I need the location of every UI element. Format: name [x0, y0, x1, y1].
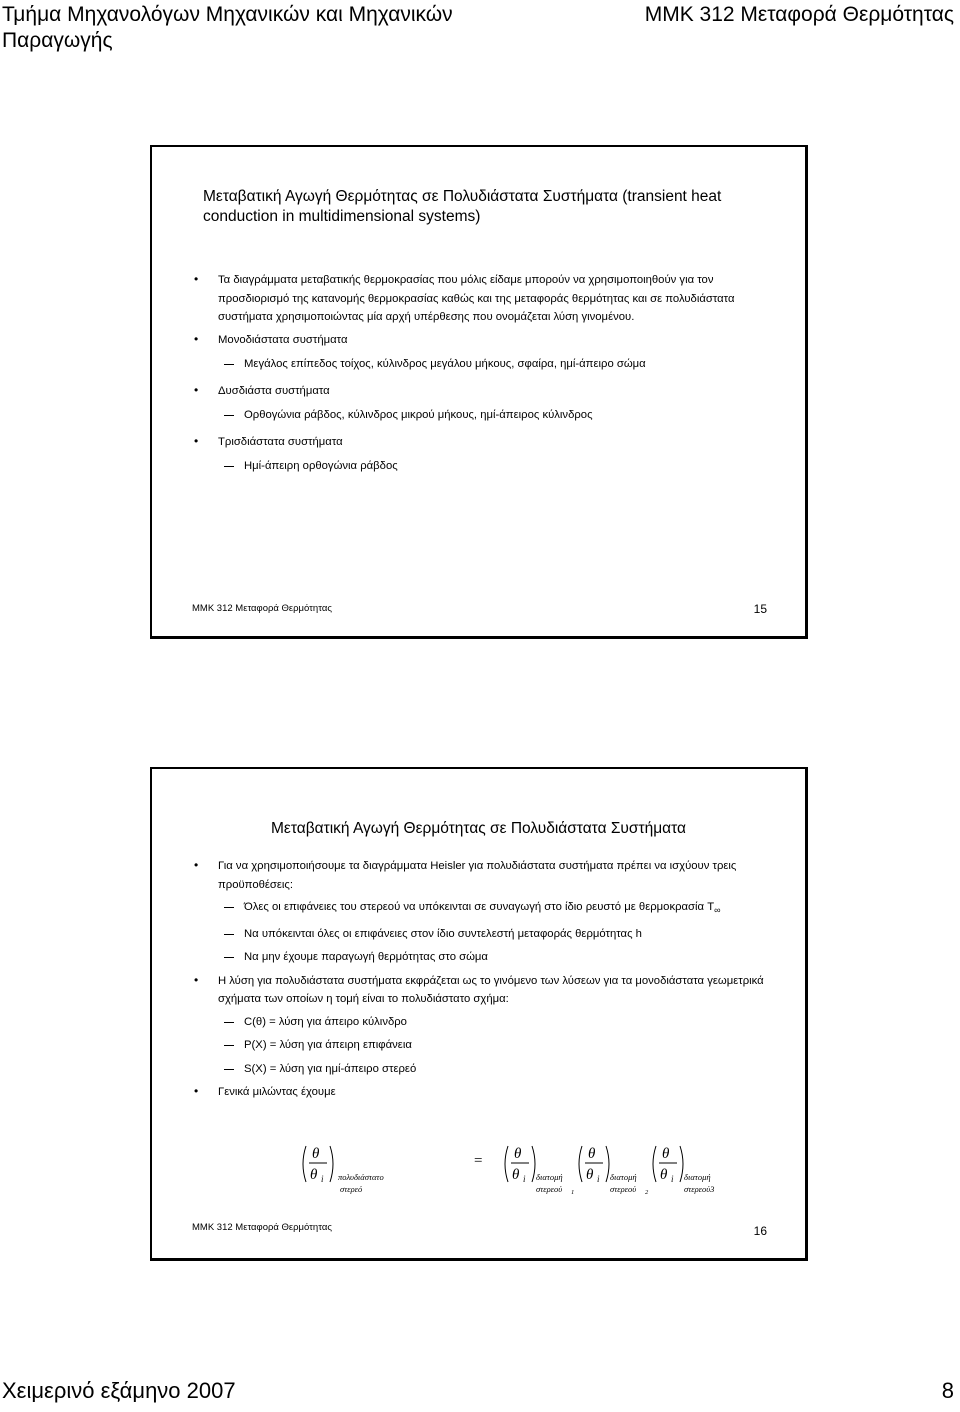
svg-text:θ: θ [512, 1167, 520, 1183]
slide-number: 16 [753, 1224, 767, 1238]
svg-text:διατομή: διατομή [536, 1172, 563, 1182]
list-item: • Τα διαγράμματα μεταβατικής θερμοκρασίας που μόλις είδαμε μπορούν να χρησιμοποιηθούν για τον προσδιορισμό της κατανομής θερμοκρασίας καθώς και της μεταφοράς θερμότητας και σε πολυδιάστατα συστήματα χρησιμοποιώντας μία αρχή υπέρθεσης που ονομάζεται λύση γινομένου. [194, 272, 735, 323]
bullet-icon: • [194, 972, 199, 987]
page-header-left: Τμήμα Μηχανολόγων Μηχανικών και Μηχανικών Παραγωγής [2, 3, 453, 52]
list-item: • Γενικά μιλώντας έχουμε [192, 1083, 775, 1102]
theta-denominator: θ [310, 1167, 318, 1183]
bullet-list [192, 857, 775, 1106]
slide-number: 15 [753, 602, 767, 616]
svg-text:διατομή: διατομή [684, 1172, 711, 1182]
svg-text:θ: θ [660, 1167, 668, 1183]
list-item: • Για να χρησιμοποιήσουμε τα διαγράμματα Heisler για πολυδιάστατα συστήματα πρέπει να ισχύουν τρεις προϋποθέσεις: [194, 858, 737, 891]
svg-text:διατομή: διατομή [610, 1172, 637, 1182]
bullet-icon: • [194, 382, 199, 397]
infinity-subscript: ∞ [714, 905, 721, 915]
list-subitem: P(X) = λύση για άπειρη επιφάνεια [192, 1036, 775, 1055]
slide-16 [150, 767, 808, 1261]
dash-icon [224, 406, 234, 425]
dash-icon [224, 948, 234, 967]
list-subitem: Όλες οι επιφάνειες του στερεού να υπόκεινται σε συναγωγή στο ίδιο ρευστό με θερμοκρασία $T_\infty$ [192, 898, 775, 920]
svg-text:1: 1 [571, 1189, 575, 1196]
dash-icon [224, 1013, 234, 1032]
list-item: • Δυσδιάστα συστήματα [192, 382, 775, 401]
slide-title: Μεταβατική Αγωγή Θερμότητας σε Πολυδιάστατα Συστήματα (transient heat conduction in multidimensional systems) [203, 188, 722, 225]
svg-text:θ: θ [662, 1146, 670, 1162]
dash-icon [224, 355, 234, 374]
list-subitem: Ημί-άπειρη ορθογώνια ράβδος [192, 457, 775, 476]
product-solution-formula [300, 1142, 720, 1202]
svg-text:στερεού: στερεού [610, 1184, 637, 1194]
list-item: • Μονοδιάστατα συστήματα [192, 331, 775, 350]
list-item: • Η λύση για πολυδιάστατα συστήματα εκφράζεται ως το γινόμενο των λύσεων για τα μονοδιάστατα γεωμετρικά σχήματα των οποίων η τομή είναι το πολυδιάστατο σχήμα: [194, 972, 764, 1005]
list-subitem: Μεγάλος επίπεδος τοίχος, κύλινδρος μεγάλου μήκους, σφαίρα, ημί-άπειρο σώμα [192, 355, 775, 374]
bullet-icon: • [194, 1084, 199, 1098]
svg-text:στερεού: στερεού [536, 1184, 563, 1194]
slide-footer: ΜΜΚ 312 Μεταφορά Θερμότητας [192, 1222, 332, 1233]
theta-numerator: θ [312, 1146, 320, 1162]
bullet-icon: • [194, 331, 199, 346]
svg-text:στερεό: στερεό [340, 1184, 363, 1194]
svg-text:i: i [523, 1174, 526, 1184]
page-footer-left: Χειμερινό εξάμηνο 2007 [2, 1378, 236, 1403]
page-header-right: ΜΜΚ 312 Μεταφορά Θερμότητας [644, 3, 954, 26]
list-subitem: Να μην έχουμε παραγωγή θερμότητας στο σώμα [192, 948, 775, 967]
svg-text:θ: θ [588, 1146, 596, 1162]
svg-text:πολυδιάστατο: πολυδιάστατο [338, 1172, 384, 1182]
slide-15 [150, 145, 808, 639]
svg-text:2: 2 [645, 1189, 649, 1196]
slide-footer: ΜΜΚ 312 Μεταφορά Θερμότητας [192, 603, 332, 614]
bullet-icon: • [194, 433, 199, 448]
list-subitem: C(θ) = λύση για άπειρο κύλινδρο [192, 1013, 775, 1032]
list-subitem: Να υπόκεινται όλες οι επιφάνειες στον ίδιο συντελεστή μεταφοράς θερμότητας h [192, 925, 775, 944]
bullet-icon: • [194, 272, 199, 286]
dash-icon [224, 1060, 234, 1079]
slide-title: Μεταβατική Αγωγή Θερμότητας σε Πολυδιάστατα Συστήματα [271, 820, 686, 837]
svg-text:i: i [671, 1174, 674, 1184]
svg-text:στερεού3: στερεού3 [684, 1184, 715, 1194]
dash-icon [224, 898, 234, 917]
svg-text:θ: θ [586, 1167, 594, 1183]
dash-icon [224, 457, 234, 476]
page-number: 8 [941, 1378, 954, 1403]
equals-sign: = [474, 1153, 483, 1169]
bullet-list [192, 271, 775, 484]
list-subitem: Ορθογώνια ράβδος, κύλινδρος μικρού μήκους, ημί-άπειρος κύλινδρος [192, 406, 775, 425]
list-item: • Τρισδιάστατα συστήματα [192, 433, 775, 452]
svg-text:θ: θ [514, 1146, 522, 1162]
list-subitem: S(X) = λύση για ημί-άπειρο στερεό [192, 1060, 775, 1079]
bullet-icon: • [194, 858, 199, 872]
svg-text:i: i [597, 1174, 600, 1184]
dash-icon [224, 1036, 234, 1055]
dash-icon [224, 925, 234, 944]
svg-text:i: i [321, 1174, 324, 1184]
